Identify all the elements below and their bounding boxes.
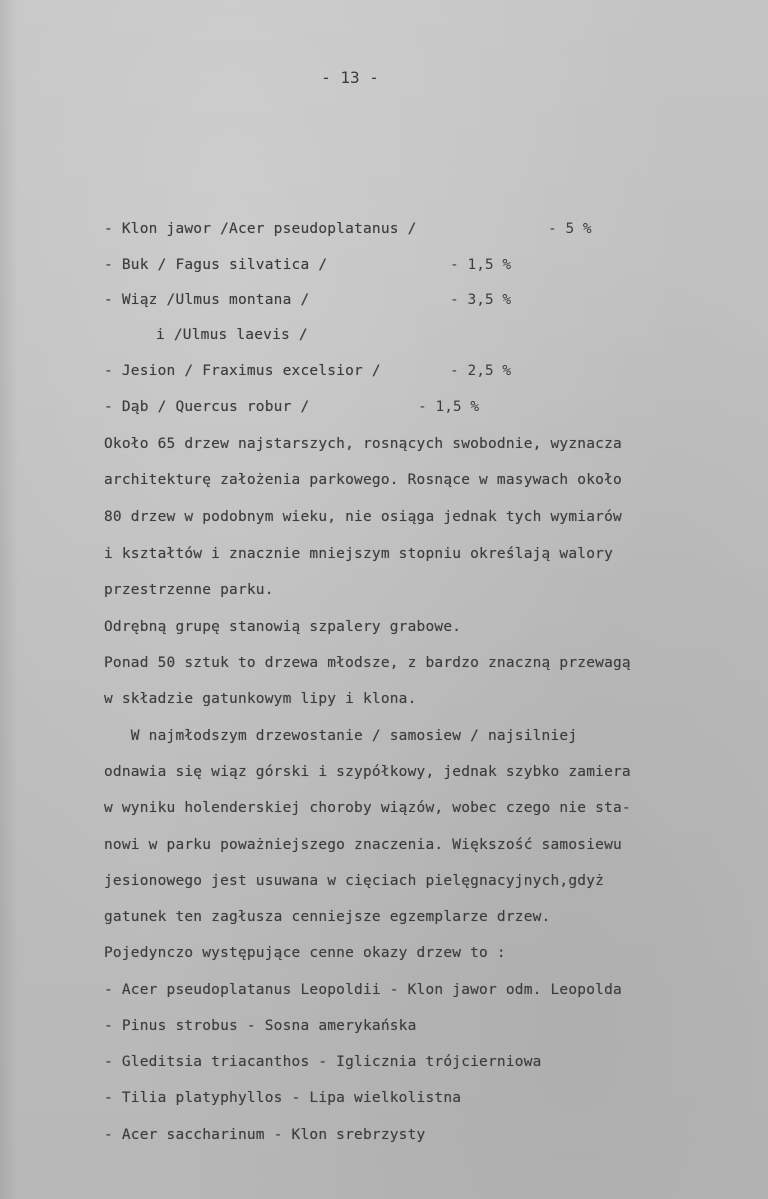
page-number: - 13 - [321, 68, 379, 87]
body-line-5: przestrzenne parku. [104, 582, 274, 598]
body-line-1: Około 65 drzew najstarszych, rosnących swobodnie, wyznacza [104, 436, 622, 452]
specimen-item-2: - Pinus strobus - Sosna amerykańska [104, 1018, 417, 1034]
body-line-14: gatunek ten zagłusza cenniejsze egzemplarze drzew. [104, 909, 551, 925]
body-line-11: w wyniku holenderskiej choroby wiązów, wobec czego nie sta- [104, 800, 631, 816]
species-value-1: - 5 % [548, 221, 592, 237]
body-line-13: jesionowego jest usuwana w cięciach pielęgnacyjnych,gdyż [104, 873, 605, 889]
page-edge-shadow [0, 0, 18, 1199]
specimen-item-4: - Tilia platyphyllos - Lipa wielkolistna [104, 1090, 462, 1106]
body-line-7: Ponad 50 sztuk to drzewa młodsze, z bardzo znaczną przewagą [104, 655, 631, 671]
body-line-4: i kształtów i znacznie mniejszym stopniu określają walory [104, 546, 613, 562]
body-line-3: 80 drzew w podobnym wieku, nie osiąga jednak tych wymiarów [104, 509, 622, 525]
body-line-2: architekturę założenia parkowego. Rosnące w masywach około [104, 472, 622, 488]
species-value-6: - 1,5 % [418, 399, 480, 415]
species-value-2: - 1,5 % [450, 257, 512, 273]
species-name-1: - Klon jawor /Acer pseudoplatanus / [104, 221, 417, 237]
specimen-item-1: - Acer pseudoplatanus Leopoldii - Klon jawor odm. Leopolda [104, 982, 622, 998]
body-line-6: Odrębną grupę stanowią szpalery grabowe. [104, 619, 462, 635]
species-name-4: i /Ulmus laevis / [156, 327, 308, 343]
species-value-3: - 3,5 % [450, 292, 512, 308]
specimen-item-3: - Gleditsia triacanthos - Iglicznia trójcierniowa [104, 1054, 542, 1070]
species-value-5: - 2,5 % [450, 363, 512, 379]
species-name-5: - Jesion / Fraximus excelsior / [104, 363, 381, 379]
body-line-8: w składzie gatunkowym lipy i klona. [104, 691, 417, 707]
body-line-9: W najmłodszym drzewostanie / samosiew / najsilniej [104, 728, 578, 744]
species-name-6: - Dąb / Quercus robur / [104, 399, 310, 415]
species-name-2: - Buk / Fagus silvatica / [104, 257, 328, 273]
specimen-item-5: - Acer saccharinum - Klon srebrzysty [104, 1127, 426, 1143]
body-line-15: Pojedynczo występujące cenne okazy drzew to : [104, 945, 506, 961]
body-line-12: nowi w parku poważniejszego znaczenia. Większość samosiewu [104, 837, 622, 853]
species-name-3: - Wiąz /Ulmus montana / [104, 292, 310, 308]
body-line-10: odnawia się wiąz górski i szypółkowy, jednak szybko zamiera [104, 764, 631, 780]
